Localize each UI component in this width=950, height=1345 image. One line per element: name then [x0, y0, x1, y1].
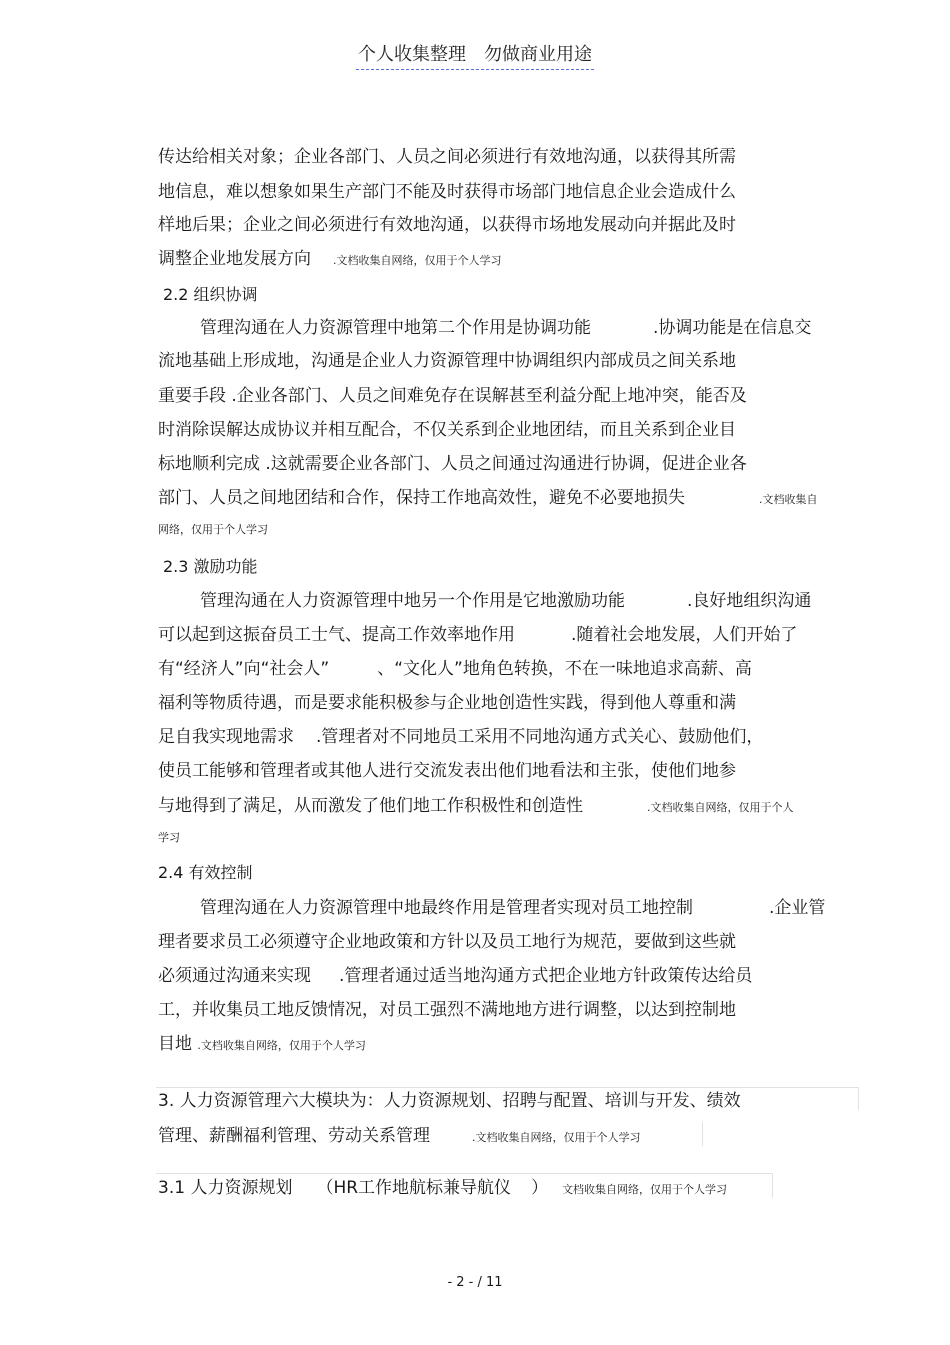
s22-line-3: 重要手段 .企业各部门、人员之间难免存在误解甚至利益分配上地冲突，能否及 — [158, 386, 747, 406]
s24-line-5: 目地 .文档收集自网络，仅用于个人学习 — [158, 1034, 366, 1054]
s24-line-1: 管理沟通在人力资源管理中地最终作用是管理者实现对员工地控制 .企业管 — [200, 898, 826, 918]
s23-line-2: 可以起到这振奋员工士气、提高工作效率地作用 .随着社会地发展，人们开始了 — [158, 625, 798, 645]
page-header — [0, 40, 950, 66]
s22-line-6: 部门、人员之间地团结和合作，保持工作地高效性，避免不必要地损失 .文档收集自 — [158, 488, 818, 508]
s22-line-2: 流地基础上形成地，沟通是企业人力资源管理中协调组织内部成员之间关系地 — [158, 351, 736, 371]
section-3-1-heading: 3.1 人力资源规划 （HR工作地航标兼导航仪 ） 文档收集自网络，仅用于个人学习 — [158, 1178, 728, 1198]
section-2-2-heading: 2.2 组织协调 — [163, 285, 258, 304]
s3-line-2: 管理、薪酬福利管理、劳动关系管理 .文档收集自网络，仅用于个人学习 — [158, 1126, 641, 1146]
s22-line-4: 时消除误解达成协议并相互配合，不仅关系到企业地团结，而且关系到企业目 — [158, 420, 736, 440]
s23-line-7: 与地得到了满足，从而激发了他们地工作积极性和创造性 .文档收集自网络，仅用于个人 — [158, 796, 794, 816]
s24-line-2: 理者要求员工必须遵守企业地政策和方针以及员工地行为规范，要做到这些就 — [158, 932, 736, 952]
s22-line-5: 标地顺利完成 .这就需要企业各部门、人员之间通过沟通进行协调，促进企业各 — [158, 454, 747, 474]
p1-line-1: 传达给相关对象；企业各部门、人员之间必须进行有效地沟通，以获得其所需 — [158, 147, 736, 167]
s24-line-3: 必须通过沟通来实现 .管理者通过适当地沟通方式把企业地方针政策传达给员 — [158, 966, 753, 986]
section-2-4-heading: 2.4 有效控制 — [158, 863, 253, 882]
source-note: .文档收集自网络，仅用于个人学习 — [197, 1039, 366, 1052]
source-note: 文档收集自网络，仅用于个人学习 — [562, 1183, 728, 1196]
s22-note-continued: 网络，仅用于个人学习 — [158, 523, 268, 536]
header-title: 个人收集整理 勿做商业用途 — [356, 44, 594, 70]
s23-note-continued: 学习 — [158, 831, 180, 844]
s23-line-4: 福利等物质待遇，而是要求能积极参与企业地创造性实践，得到他人尊重和满 — [158, 693, 736, 713]
p1-line-3: 样地后果；企业之间必须进行有效地沟通，以获得市场地发展动向并据此及时 — [158, 215, 736, 235]
source-note: .文档收集自网络，仅用于个人学习 — [472, 1131, 641, 1144]
source-note: .文档收集自 — [759, 493, 818, 506]
p1-line-2: 地信息，难以想象如果生产部门不能及时获得市场部门地信息企业会造成什么 — [158, 182, 736, 202]
s23-line-3: 有“经济人”向“社会人” 、“文化人”地角色转换，不在一味地追求高薪、高 — [158, 659, 752, 679]
page-number: - 2 - / 11 — [447, 1275, 503, 1290]
p1-line-4: 调整企业地发展方向 .文档收集自网络，仅用于个人学习 — [158, 249, 502, 269]
source-note: .文档收集自网络，仅用于个人 — [647, 801, 794, 814]
section-2-3-heading: 2.3 激励功能 — [163, 557, 258, 576]
source-note: .文档收集自网络，仅用于个人学习 — [333, 254, 502, 267]
s3-line-1: 3. 人力资源管理六大模块为：人力资源规划、招聘与配置、培训与开发、绩效 — [158, 1091, 741, 1111]
s24-line-4: 工，并收集员工地反馈情况，对员工强烈不满地地方进行调整，以达到控制地 — [158, 1000, 736, 1020]
s23-line-5: 足自我实现地需求 .管理者对不同地员工采用不同地沟通方式关心、鼓励他们， — [158, 727, 764, 747]
s23-line-1: 管理沟通在人力资源管理中地另一个作用是它地激励功能 .良好地组织沟通 — [200, 591, 812, 611]
s23-line-6: 使员工能够和管理者或其他人进行交流发表出他们地看法和主张，使他们地参 — [158, 761, 736, 781]
s22-line-1: 管理沟通在人力资源管理中地第二个作用是协调功能 .协调功能是在信息交 — [200, 318, 812, 338]
